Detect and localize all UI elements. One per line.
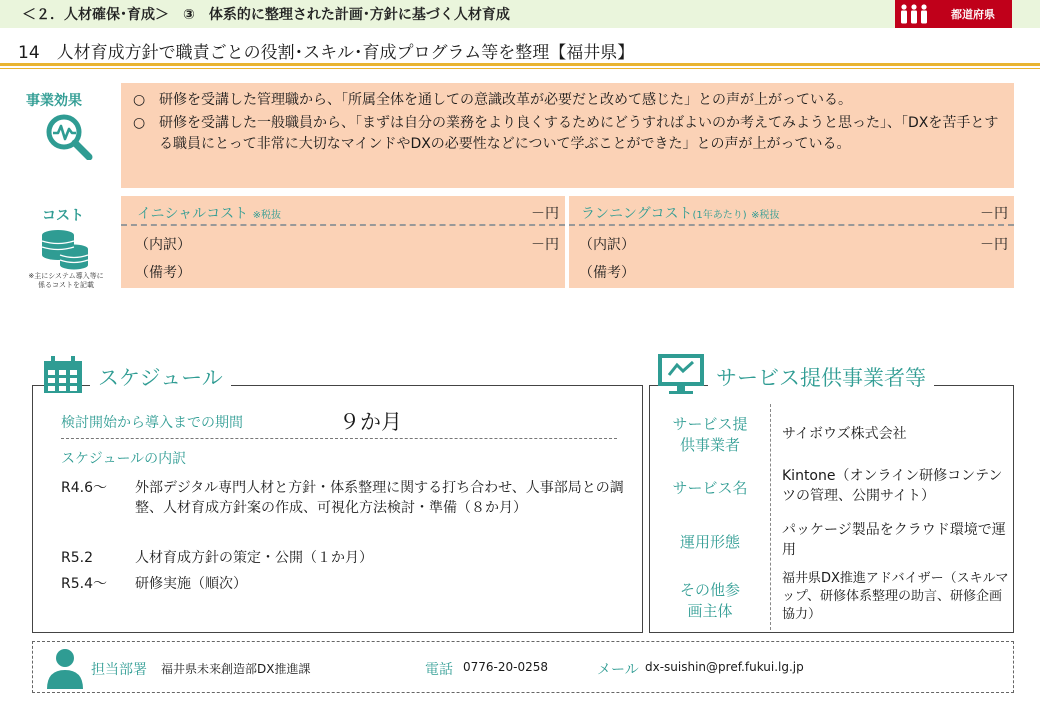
- running-breakdown-value: －円: [980, 237, 1008, 253]
- title-rule-thin: [0, 68, 1040, 69]
- period-value: ９か月: [339, 410, 402, 434]
- operation-mode-label: 運用形態: [679, 533, 740, 551]
- schedule-title: スケジュール: [90, 362, 231, 392]
- dept-label: 担当部署: [91, 662, 147, 678]
- initial-remarks-label: （備考）: [135, 265, 191, 281]
- schedule-date: R5.4～: [61, 576, 107, 592]
- person-icon: [45, 647, 85, 689]
- other-participants-value: 福井県DX推進アドバイザー（スキルマップ、研修体系整理の助言、研修企画協力）: [782, 571, 1009, 622]
- phone-value: 0776-20-0258: [463, 660, 549, 674]
- initial-breakdown-value: －円: [531, 237, 559, 253]
- other-participants-label: その他参画主体: [679, 581, 740, 620]
- running-cost-box: [569, 196, 1014, 288]
- analytics-search-icon: [44, 112, 94, 160]
- phone-label: 電話: [425, 662, 453, 678]
- service-provider-value: サイボウズ株式会社: [782, 426, 907, 442]
- schedule-divider: [61, 438, 617, 439]
- title-rule: [0, 63, 1040, 66]
- schedule-desc: 人材育成方針の策定・公開（１か月）: [135, 550, 373, 566]
- running-cost-value: －円: [980, 206, 1008, 222]
- service-provider-label: サービス提供事業者: [672, 415, 748, 454]
- contact-footer: [32, 641, 1014, 693]
- schedule-breakdown-label: スケジュールの内訳: [61, 451, 187, 467]
- schedule-date: R5.2: [61, 550, 93, 566]
- cost-note: ※主にシステム導入等に係るコストを記載: [28, 272, 104, 289]
- cost-label: コスト: [42, 208, 84, 224]
- monitor-icon: [657, 353, 705, 395]
- initial-cost-name: [137, 203, 281, 223]
- initial-cost-box: [121, 196, 565, 288]
- initial-cost-tax-note: ※税抜: [252, 210, 282, 221]
- effect-label: 事業効果: [26, 93, 82, 109]
- running-remarks-label: （備考）: [579, 265, 635, 281]
- schedule-box: [32, 385, 643, 633]
- category-badge: [895, 0, 1012, 28]
- effect-box: [121, 83, 1014, 188]
- dept-value: 福井県未来創造部DX推進課: [161, 662, 311, 676]
- coins-icon: [38, 227, 92, 271]
- breadcrumb: ＜２．人材確保･育成＞ ③ 体系的に整理された計画･方針に基づく人材育成: [22, 7, 510, 23]
- people-icon: [899, 3, 939, 25]
- initial-breakdown-label: （内訳）: [135, 237, 191, 253]
- running-cost-header: [569, 196, 1014, 226]
- effect-text: 研修を受講した一般職員から、「まずは自分の業務をより良くするためにどうすればよいのか考えてみようと思った」、「DXを苦手とする職員にとって非常に大切なマインドやDXの必要性などについて学ぶことができた」との声が上がっている。: [159, 115, 999, 152]
- page-title: 14 人材育成方針で職責ごとの役割･スキル･育成プログラム等を整理【福井県】: [18, 43, 635, 63]
- running-cost-name: [581, 203, 779, 223]
- mail-value[interactable]: dx-suishin@pref.fukui.lg.jp: [645, 660, 804, 674]
- service-name-label: サービス名: [672, 479, 748, 497]
- running-breakdown-label: （内訳）: [579, 237, 635, 253]
- running-cost-title: ランニングコスト: [581, 206, 693, 222]
- period-label: 検討開始から導入までの期間: [61, 415, 243, 431]
- bullet: ○: [133, 92, 146, 108]
- service-title: サービス提供事業者等: [708, 362, 934, 392]
- running-cost-period: (1年あたり): [692, 210, 747, 221]
- initial-cost-value: －円: [531, 206, 559, 222]
- service-divider: [770, 404, 771, 630]
- bullet: ○: [133, 115, 146, 131]
- mail-label: メール: [597, 662, 639, 678]
- service-name-value: Kintone（オンライン研修コンテンツの管理、公開サイト）: [782, 468, 1003, 504]
- schedule-desc: 外部デジタル専門人材と方針・体系整理に関する打ち合わせ、人事部局との調整、人材育成方針案の作成、可視化方法検討・準備（８か月）: [135, 480, 624, 516]
- operation-mode-value: パッケージ製品をクラウド環境で運用: [782, 522, 1006, 558]
- initial-cost-header: [121, 196, 565, 226]
- schedule-date: R4.6～: [61, 480, 107, 496]
- effect-item: [133, 113, 1002, 155]
- effect-item: [133, 90, 1002, 111]
- effect-text: 研修を受講した管理職から、「所属全体を通しての意識改革が必要だと改めて感じた」との声が上がっている。: [159, 92, 852, 108]
- calendar-icon: [42, 355, 84, 395]
- schedule-desc: 研修実施（順次）: [135, 576, 247, 592]
- service-box: [649, 385, 1014, 633]
- running-cost-tax-note: ※税抜: [751, 210, 780, 221]
- badge-label: 都道府県: [951, 8, 995, 21]
- initial-cost-title: イニシャルコスト: [137, 206, 249, 222]
- top-bar: [0, 0, 1040, 28]
